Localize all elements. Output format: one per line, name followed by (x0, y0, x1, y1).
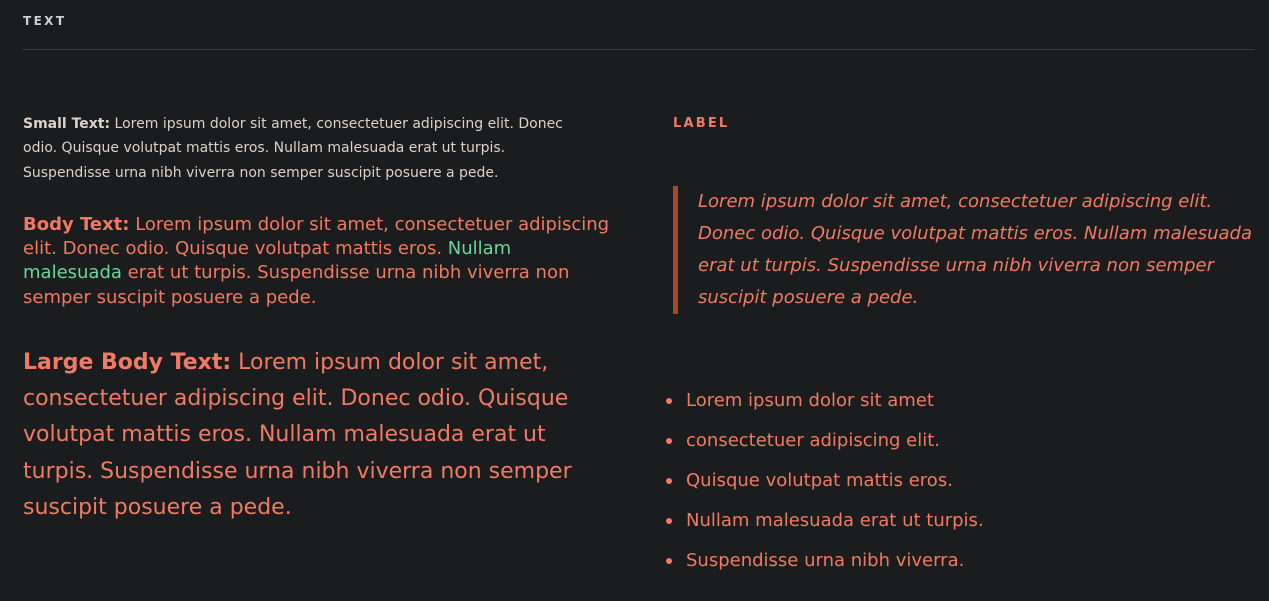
body-text-sample (23, 213, 613, 310)
bullet-dot-icon (666, 518, 672, 524)
section-divider (22, 49, 1255, 50)
bullet-dot-icon (666, 478, 672, 484)
large-body-text-sample (23, 345, 583, 526)
bullet-dot-icon (666, 438, 672, 444)
small-text-body: Lorem ipsum dolor sit amet, consectetuer adipiscing elit. Donec odio. Quisque volutpat mattis eros. Nullam malesuada erat ut turpis. Suspendisse urna nibh viverra non semper suscipit posuere a pede. (23, 116, 563, 181)
body-text-after-link: erat ut turpis. Suspendisse urna nibh viverra non semper suscipit posuere a pede. (23, 262, 570, 308)
list-item: Nullam malesuada erat ut turpis. (664, 501, 984, 541)
blockquote (673, 186, 1253, 314)
section-title: TEXT (23, 14, 67, 28)
small-text-lead: Small Text: (23, 116, 111, 132)
body-text-before-link: Lorem ipsum dolor sit amet, consectetuer adipiscing elit. Donec odio. Quisque volutpat mattis eros. (23, 213, 610, 260)
body-text-lead: Body Text: (23, 213, 130, 235)
text-samples-column (23, 112, 613, 526)
list-item: Suspendisse urna nibh viverra. (664, 541, 984, 581)
body-text-link[interactable]: Nullam malesuada (23, 238, 512, 284)
large-text-body: Lorem ipsum dolor sit amet, consectetuer adipiscing elit. Donec odio. Quisque volutpat mattis eros. Nullam malesuada erat ut turpis. Suspendisse urna nibh viverra non semper suscipit posuere a pede. (23, 350, 572, 520)
large-text-lead: Large Body Text: (23, 350, 232, 376)
list-item: Lorem ipsum dolor sit amet (664, 381, 984, 421)
bullet-dot-icon (666, 558, 672, 564)
blockquote-text: Lorem ipsum dolor sit amet, consectetuer adipiscing elit. Donec odio. Quisque volutpat mattis eros. Nullam malesuada erat ut turpis. Suspendisse urna nibh viverra non semper suscipit posuere a pede. (698, 191, 1252, 308)
small-text-sample (23, 112, 588, 185)
label-sample: LABEL (673, 116, 730, 131)
list-item: consectetuer adipiscing elit. (664, 421, 984, 461)
bullet-list (664, 381, 984, 581)
list-item: Quisque volutpat mattis eros. (664, 461, 984, 501)
bullet-dot-icon (666, 398, 672, 404)
